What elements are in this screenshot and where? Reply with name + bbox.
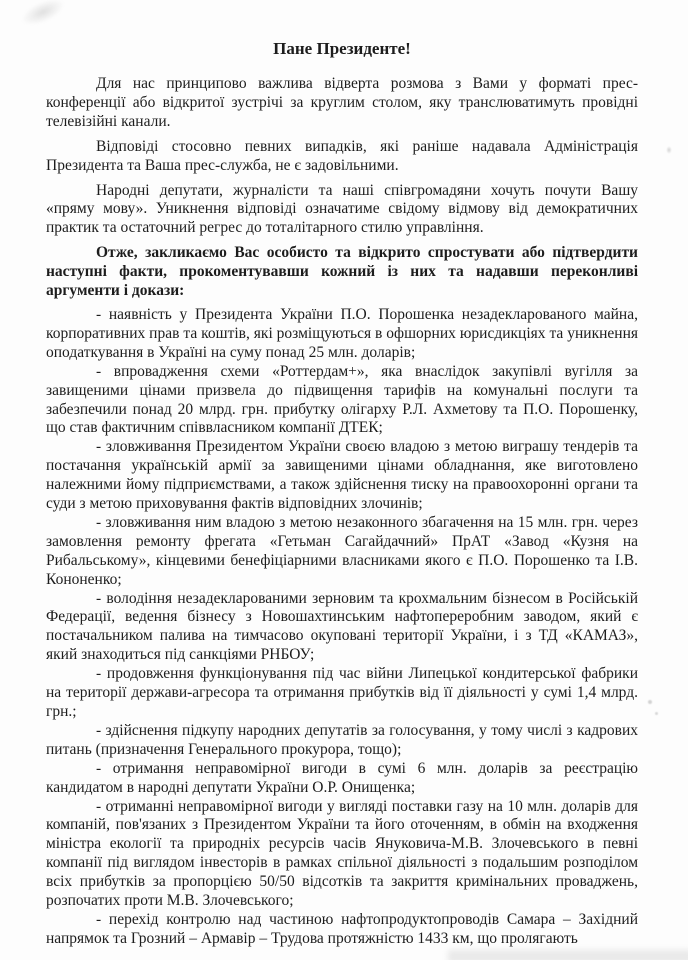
scan-speck (648, 700, 652, 704)
intro-paragraph: Народні депутати, журналісти та наші співгромадяни хочуть почути Вашу «пряму мову». Уникнення відповіді означатиме свідому відмову від демократичних практик та остаточний регрес до тоталітарного стилю управління. (46, 181, 638, 237)
fact-item: - отриманні неправомірної вигоди у вигляді поставки газу на 10 млн. доларів для компаній, пов'язаних з Президентом України та його оточенням, в обмін на входження міністра екології та природніх ресурсів часів Януковича-М.В. Злочевського в певні компанії під виглядом інвесторів в рамках спільної діяльності з подальшим розподілом всіх прибутків за пропорцією 50/50 відсотків та закриття кримінальних проваджень, розпочатих проти М.В. Злочевського; (46, 797, 638, 910)
letter-salutation: Пане Президенте! (273, 39, 411, 58)
facts-list (46, 306, 638, 949)
fact-item: - володіння незадекларованими зерновим та крохмальним бізнесом в Російській Федерації, ведення бізнесу з Новошахтинським нафтопереробним заводом, який є постачальником палива на тимчасово окуповані території України, і з ТД «КАМАЗ», який знаходиться під санкціями РНБОУ; (46, 589, 638, 664)
fact-item: - зловживання ним владою з метою незаконного збагачення на 15 млн. грн. через замовлення ремонту фрегата «Гетьман Сагайдачний» ПрАТ «Завод «Кузня на Рибальському», кінцевими бенефіціарними власниками якого є П.О. Порошенко та І.В. Кононенко; (46, 513, 638, 588)
call-to-action-paragraph: Отже, закликаємо Вас особисто та відкрито спростувати або підтвердити наступні факти, прокоментувавши кожний із них та надавши переконливі аргументи і докази: (46, 244, 638, 300)
intro-paragraph: Для нас принципово важлива відверта розмова з Вами у форматі прес-конференції або відкритої зустрічі за круглим столом, яку транслюватимуть провідні телевізійні канали. (46, 75, 638, 130)
scan-smudge (18, 0, 68, 30)
fact-item: - зловживання Президентом України своєю владою з метою виграшу тендерів та постачання українській армії за завищеними цінами обладнання, яке виготовлено належними йому підприємствами, а також здійснення тиску на правоохоронні органи та суди з метою приховування фактів відповідних злочинів; (46, 438, 638, 513)
fact-item: - наявність у Президента України П.О. Порошенка незадекларованого майна, корпоративних прав та коштів, які розміщуються в офшорних юрисдикціях та уникнення оподаткування в Україні на суму понад 25 млн. доларів; (46, 305, 638, 361)
fact-item: - отримання неправомірної вигоди в сумі 6 млн. доларів за реєстрацію кандидатом в народні депутати України О.Р. Онищенка; (46, 759, 638, 796)
scan-shadow (448, 950, 688, 960)
scan-speck (666, 146, 672, 154)
scan-speck (655, 712, 658, 715)
intro-paragraph: Відповіді стосовно певних випадків, які раніше надавала Адміністрація Президента та Ваша прес-служба, не є задовільними. (46, 137, 638, 174)
fact-item: - продовження функціонування під час війни Липецької кондитерської фабрики на території держави-агресора та отримання прибутків від її діяльності у сумі 1,4 млрд. грн.; (46, 665, 638, 720)
fact-item: - впровадження схеми «Роттердам+», яка внаслідок закупівлі вугілля за завищеними цінами призвела до підвищення тарифів на комунальні послуги та забезпечили понад 20 млрд. грн. прибутку олігарху Р.Л. Ахметову та П.О. Порошенку, що став фактичним співвласником компанії ДТЕК; (46, 362, 638, 437)
fact-item: - здійснення підкупу народних депутатів за голосування, у тому числі з кадрових питань (призначення Генерального прокурора, тощо); (46, 721, 638, 758)
fact-item: - перехід контролю над частиною нафтопродуктопроводів Самара – Західний напрямок та Грозний – Армавір – Трудова протяжністю 1433 км, що пролягають (46, 910, 638, 947)
